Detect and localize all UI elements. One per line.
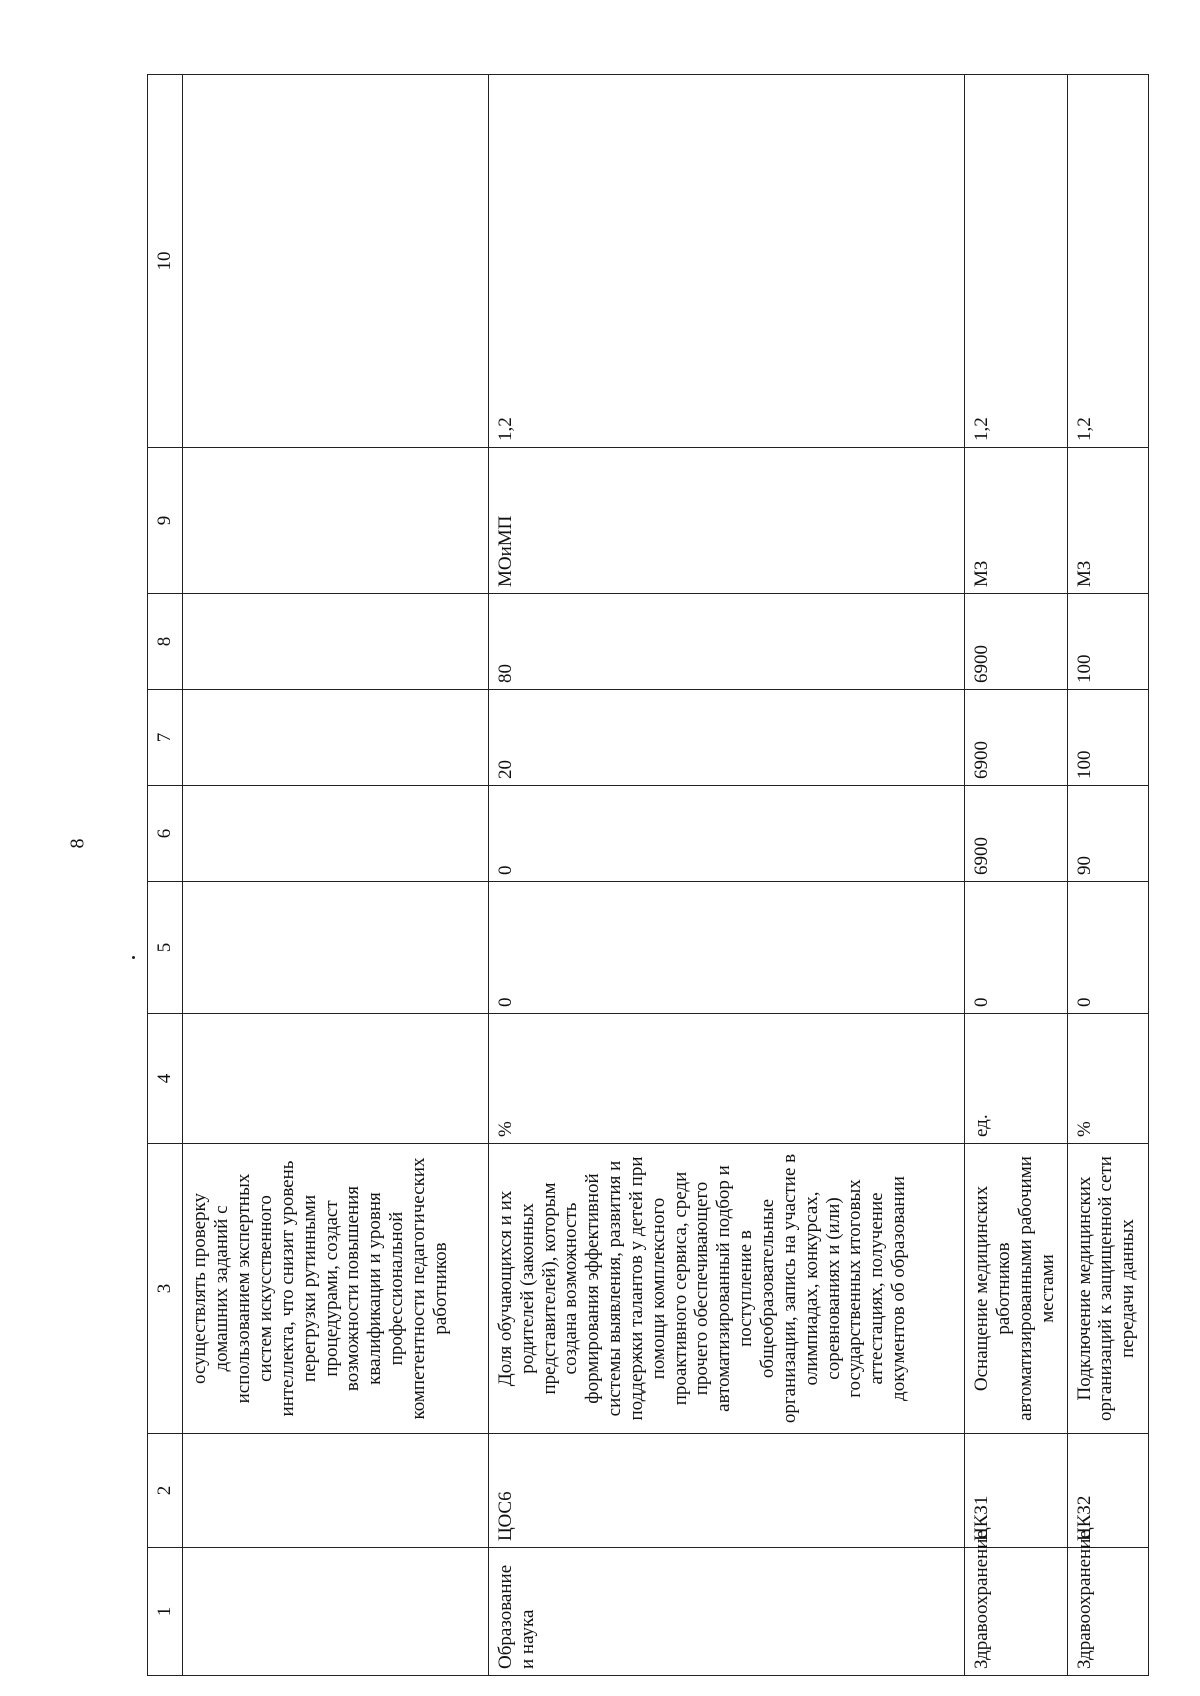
header-cell: 6 (148, 786, 183, 882)
value-cell-7: 100 (1067, 690, 1148, 786)
value-cell-10 (183, 75, 488, 448)
unit-cell: % (488, 1014, 964, 1144)
code-cell: ЦОС6 (488, 1434, 964, 1548)
header-cell: 7 (148, 690, 183, 786)
value-cell-5: 0 (488, 882, 964, 1014)
header-cell: 1 (148, 1548, 183, 1676)
code-cell: ЦКЗ2 (1067, 1434, 1148, 1548)
header-cell: 8 (148, 594, 183, 690)
unit-cell: ед. (965, 1014, 1067, 1144)
sector-cell: Здравоохранение (1067, 1548, 1148, 1676)
indicator-cell: Доля обучающихся и их родителей (законных представителей), которым создана возможность формирования эффективной системы выявления, развития и поддержки талантов у детей при помощи комплексного проактивного сервиса, среди прочего обеспечивающего автоматизированный подбор и поступление в общеобразовательные организации, запись на участие в олимпиадах, конкурсах, соревнованиях и (или) государственных итоговых аттестациях, получение документов об образовании (488, 1144, 964, 1434)
value-cell-6: 90 (1067, 786, 1148, 882)
header-cell: 5 (148, 882, 183, 1014)
value-cell-8 (183, 594, 488, 690)
value-cell-5 (183, 882, 488, 1014)
agency-cell (183, 448, 488, 594)
scan-speck (132, 956, 135, 959)
value-cell-7: 20 (488, 690, 964, 786)
sector-cell: Образование и наука (488, 1548, 964, 1676)
header-cell: 3 (148, 1144, 183, 1434)
value-cell-8: 80 (488, 594, 964, 690)
table-row (1067, 75, 1148, 1676)
agency-cell: МОиМП (488, 448, 964, 594)
table-row (965, 75, 1067, 1676)
indicator-table (147, 74, 1149, 1676)
sector-cell: Здравоохранение (965, 1548, 1067, 1676)
indicator-table-wrapper (147, 75, 1149, 1676)
value-cell-8: 6900 (965, 594, 1067, 690)
unit-cell: % (1067, 1014, 1148, 1144)
sector-cell (183, 1548, 488, 1676)
indicator-cell: Подключение медицинских организаций к защищенной сети передачи данных (1067, 1144, 1148, 1434)
value-cell-5: 0 (1067, 882, 1148, 1014)
page-number: 8 (66, 838, 89, 849)
table-header-row (148, 75, 183, 1676)
header-cell: 4 (148, 1014, 183, 1144)
code-cell (183, 1434, 488, 1548)
header-cell: 9 (148, 448, 183, 594)
value-cell-10: 1,2 (965, 75, 1067, 448)
header-cell: 2 (148, 1434, 183, 1548)
indicator-cell: осуществлять проверку домашних заданий с использованием экспертных систем искусственного интеллекта, что снизит уровень перегрузки рутинными процедурами, создаст возможности повышения квалификации и уровня профессиональной компетентности педагогических работников (183, 1144, 488, 1434)
table-row (488, 75, 964, 1676)
table-row (183, 75, 488, 1676)
value-cell-6 (183, 786, 488, 882)
value-cell-8: 100 (1067, 594, 1148, 690)
agency-cell: МЗ (965, 448, 1067, 594)
value-cell-6: 0 (488, 786, 964, 882)
header-cell: 10 (148, 75, 183, 448)
value-cell-7 (183, 690, 488, 786)
value-cell-5: 0 (965, 882, 1067, 1014)
code-cell: ЦКЗ1 (965, 1434, 1067, 1548)
unit-cell (183, 1014, 488, 1144)
value-cell-7: 6900 (965, 690, 1067, 786)
indicator-cell: Оснащение медицинских работников автоматизированными рабочими местами (965, 1144, 1067, 1434)
value-cell-10: 1,2 (488, 75, 964, 448)
value-cell-6: 6900 (965, 786, 1067, 882)
value-cell-10: 1,2 (1067, 75, 1148, 448)
agency-cell: МЗ (1067, 448, 1148, 594)
